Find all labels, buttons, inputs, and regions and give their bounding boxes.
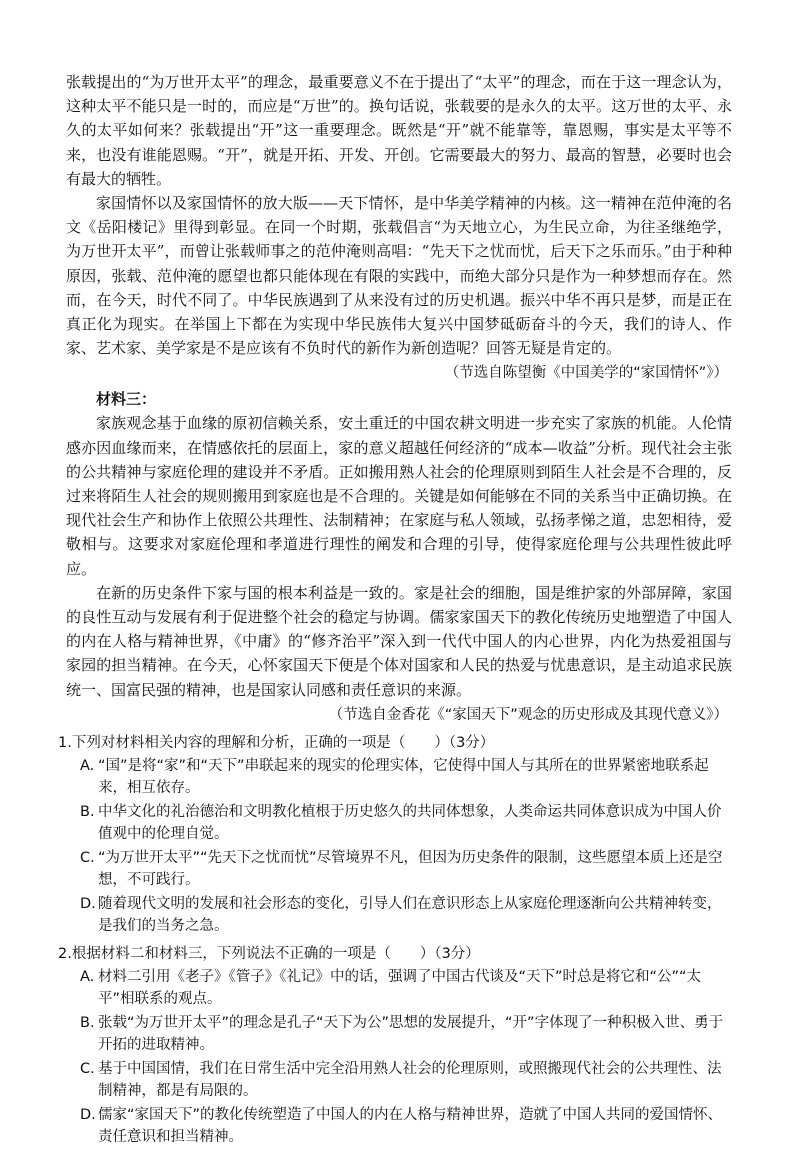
option-text: “国”是将“家”和“天下”串联起来的现实的伦理实体，它使得中国人与其所在的世界紧密地联系起来，相互依存。 (98, 757, 709, 797)
exam-page (58, 70, 732, 1150)
question-1 (58, 731, 732, 938)
question-2-option-a[interactable] (80, 966, 732, 1011)
material-two-source: （节选自陈望衡《中国美学的“家国情怀”》） (444, 365, 728, 382)
material-two (66, 70, 732, 385)
option-label: C. (80, 1060, 95, 1077)
material-three (66, 387, 732, 726)
option-label: D. (80, 1106, 96, 1123)
option-label: A. (80, 757, 95, 774)
option-label: C. (80, 849, 95, 866)
question-2-option-b[interactable] (80, 1012, 732, 1057)
option-label: B. (80, 1014, 95, 1031)
material-two-paragraph-2: 家国情怀以及家国情怀的放大版——天下情怀，是中华美学精神的内核。这一精神在范仲淹的名文《岳阳楼记》里得到彰显。在同一个时期，张载倡言“为天地立心，为生民立命，为往圣继绝学，为万世开太平”，而曾让张载师事之的范仲淹则高唱：“先天下之忧而忧，后天下之乐而乐。”由于种种原因，张载、范仲淹的愿望也都只能体现在有限的实践中，而绝大部分只是作为一种梦想而存在。然而，在今天，时代不同了。中华民族遇到了从来没有过的历史机遇。振兴中华不再只是梦，而是正在真正化为现实。在举国上下都在为实现中华民族伟大复兴中国梦砥砺奋斗的今天，我们的诗人、作家、艺术家、美学家是不是应该有不负时代的新作为新创造呢？回答无疑是肯定的。 (66, 194, 732, 358)
material-three-paragraph-1: 家族观念基于血缘的原初信赖关系，安土重迁的中国农耕文明进一步充实了家族的机能。人伦情感亦因血缘而来，在情感依托的层面上，家的意义超越任何经济的“成本—收益”分析。现代社会主张的公共精神与家庭伦理的建设并不矛盾。正如搬用熟人社会的伦理原则到陌生人社会是不合理的，反过来将陌生人社会的规则搬用到家庭也是不合理的。关键是如何能够在不同的关系当中正确切换。在现代社会生产和协作上依照公共理性、法制精神；在家庭与私人领域，弘扬孝悌之道，忠恕相待，爱敬相与。这要求对家庭伦理和孝道进行理性的阐发和合理的引导，使得家庭伦理与公共理性彼此呼应。 (66, 414, 732, 578)
question-1-option-b[interactable] (80, 801, 732, 846)
question-2-option-d[interactable] (80, 1104, 732, 1149)
question-2-stem: 2.根据材料二和材料三，下列说法不正确的一项是（ ）（3分） (58, 945, 480, 962)
option-text: 儒家“家国天下”的教化传统塑造了中国人的内在人格与精神世界，造就了中国人共同的爱国情怀、责任意识和担当精神。 (98, 1106, 723, 1146)
option-label: B. (80, 803, 95, 820)
option-text: 随着现代文明的发展和社会形态的变化，引导人们在意识形态上从家庭伦理逐渐向公共精神转变，是我们的当务之急。 (98, 895, 722, 935)
question-1-option-c[interactable] (80, 847, 732, 892)
question-2 (58, 942, 732, 1149)
material-three-source: （节选自金香花《“家国天下”观念的历史形成及其现代意义》） (328, 706, 728, 723)
question-1-option-a[interactable] (80, 755, 732, 800)
option-text: 材料二引用《老子》《管子》《礼记》中的话，强调了中国古代谈及“天下”时总是将它和“公”“太平”相联系的观点。 (98, 968, 702, 1008)
question-2-option-c[interactable] (80, 1058, 732, 1103)
material-three-title: 材料三： (96, 390, 157, 409)
option-text: 中华文化的礼治德治和文明教化植根于历史悠久的共同体想象，人类命运共同体意识成为中国人价值观中的伦理自觉。 (98, 803, 722, 843)
option-text: 基于中国国情，我们在日常生活中完全沿用熟人社会的伦理原则，或照搬现代社会的公共理性、法制精神，都是有局限的。 (98, 1060, 722, 1100)
question-1-stem: 1.下列对材料相关内容的理解和分析，正确的一项是（ ）（3分） (58, 734, 495, 751)
option-text: 张载“为万世开太平”的理念是孔子“天下为公”思想的发展提升，“开”字体现了一种积极入世、勇于开拓的进取精神。 (98, 1014, 724, 1054)
question-1-option-d[interactable] (80, 893, 732, 938)
option-text: “为万世开太平”“先天下之忧而忧”尽管境界不凡，但因为历史条件的限制，这些愿望本质上还是空想，不可践行。 (98, 849, 723, 889)
material-three-paragraph-2: 在新的历史条件下家与国的根本利益是一致的。家是社会的细胞，国是维护家的外部屏障，家国的良性互动与发展有利于促进整个社会的稳定与协调。儒家家国天下的教化传统历史地塑造了中国人的内在人格与精神世界，《中庸》的“修齐治平”深入到一代代中国人的内心世界，内化为热爱祖国与家园的担当精神。在今天，心怀家国天下便是个体对国家和人民的热爱与忧患意识，是主动追求民族统一、国富民强的精神，也是国家认同感和责任意识的来源。 (66, 583, 732, 699)
option-label: A. (80, 968, 95, 985)
material-two-paragraph-1: 张载提出的“为万世开太平”的理念，最重要意义不在于提出了“太平”的理念，而在于这一理念认为，这种太平不能只是一时的，而应是“万世”的。换句话说，张载要的是永久的太平。这万世的太平、永久的太平如何来？张载提出“开”这一重要理念。既然是“开”就不能靠等，靠恩赐，事实是太平等不来，也没有谁能恩赐。“开”，就是开拓、开发、开创。它需要最大的努力、最高的智慧，必要时也会有最大的牺牲。 (66, 73, 732, 188)
option-label: D. (80, 895, 96, 912)
